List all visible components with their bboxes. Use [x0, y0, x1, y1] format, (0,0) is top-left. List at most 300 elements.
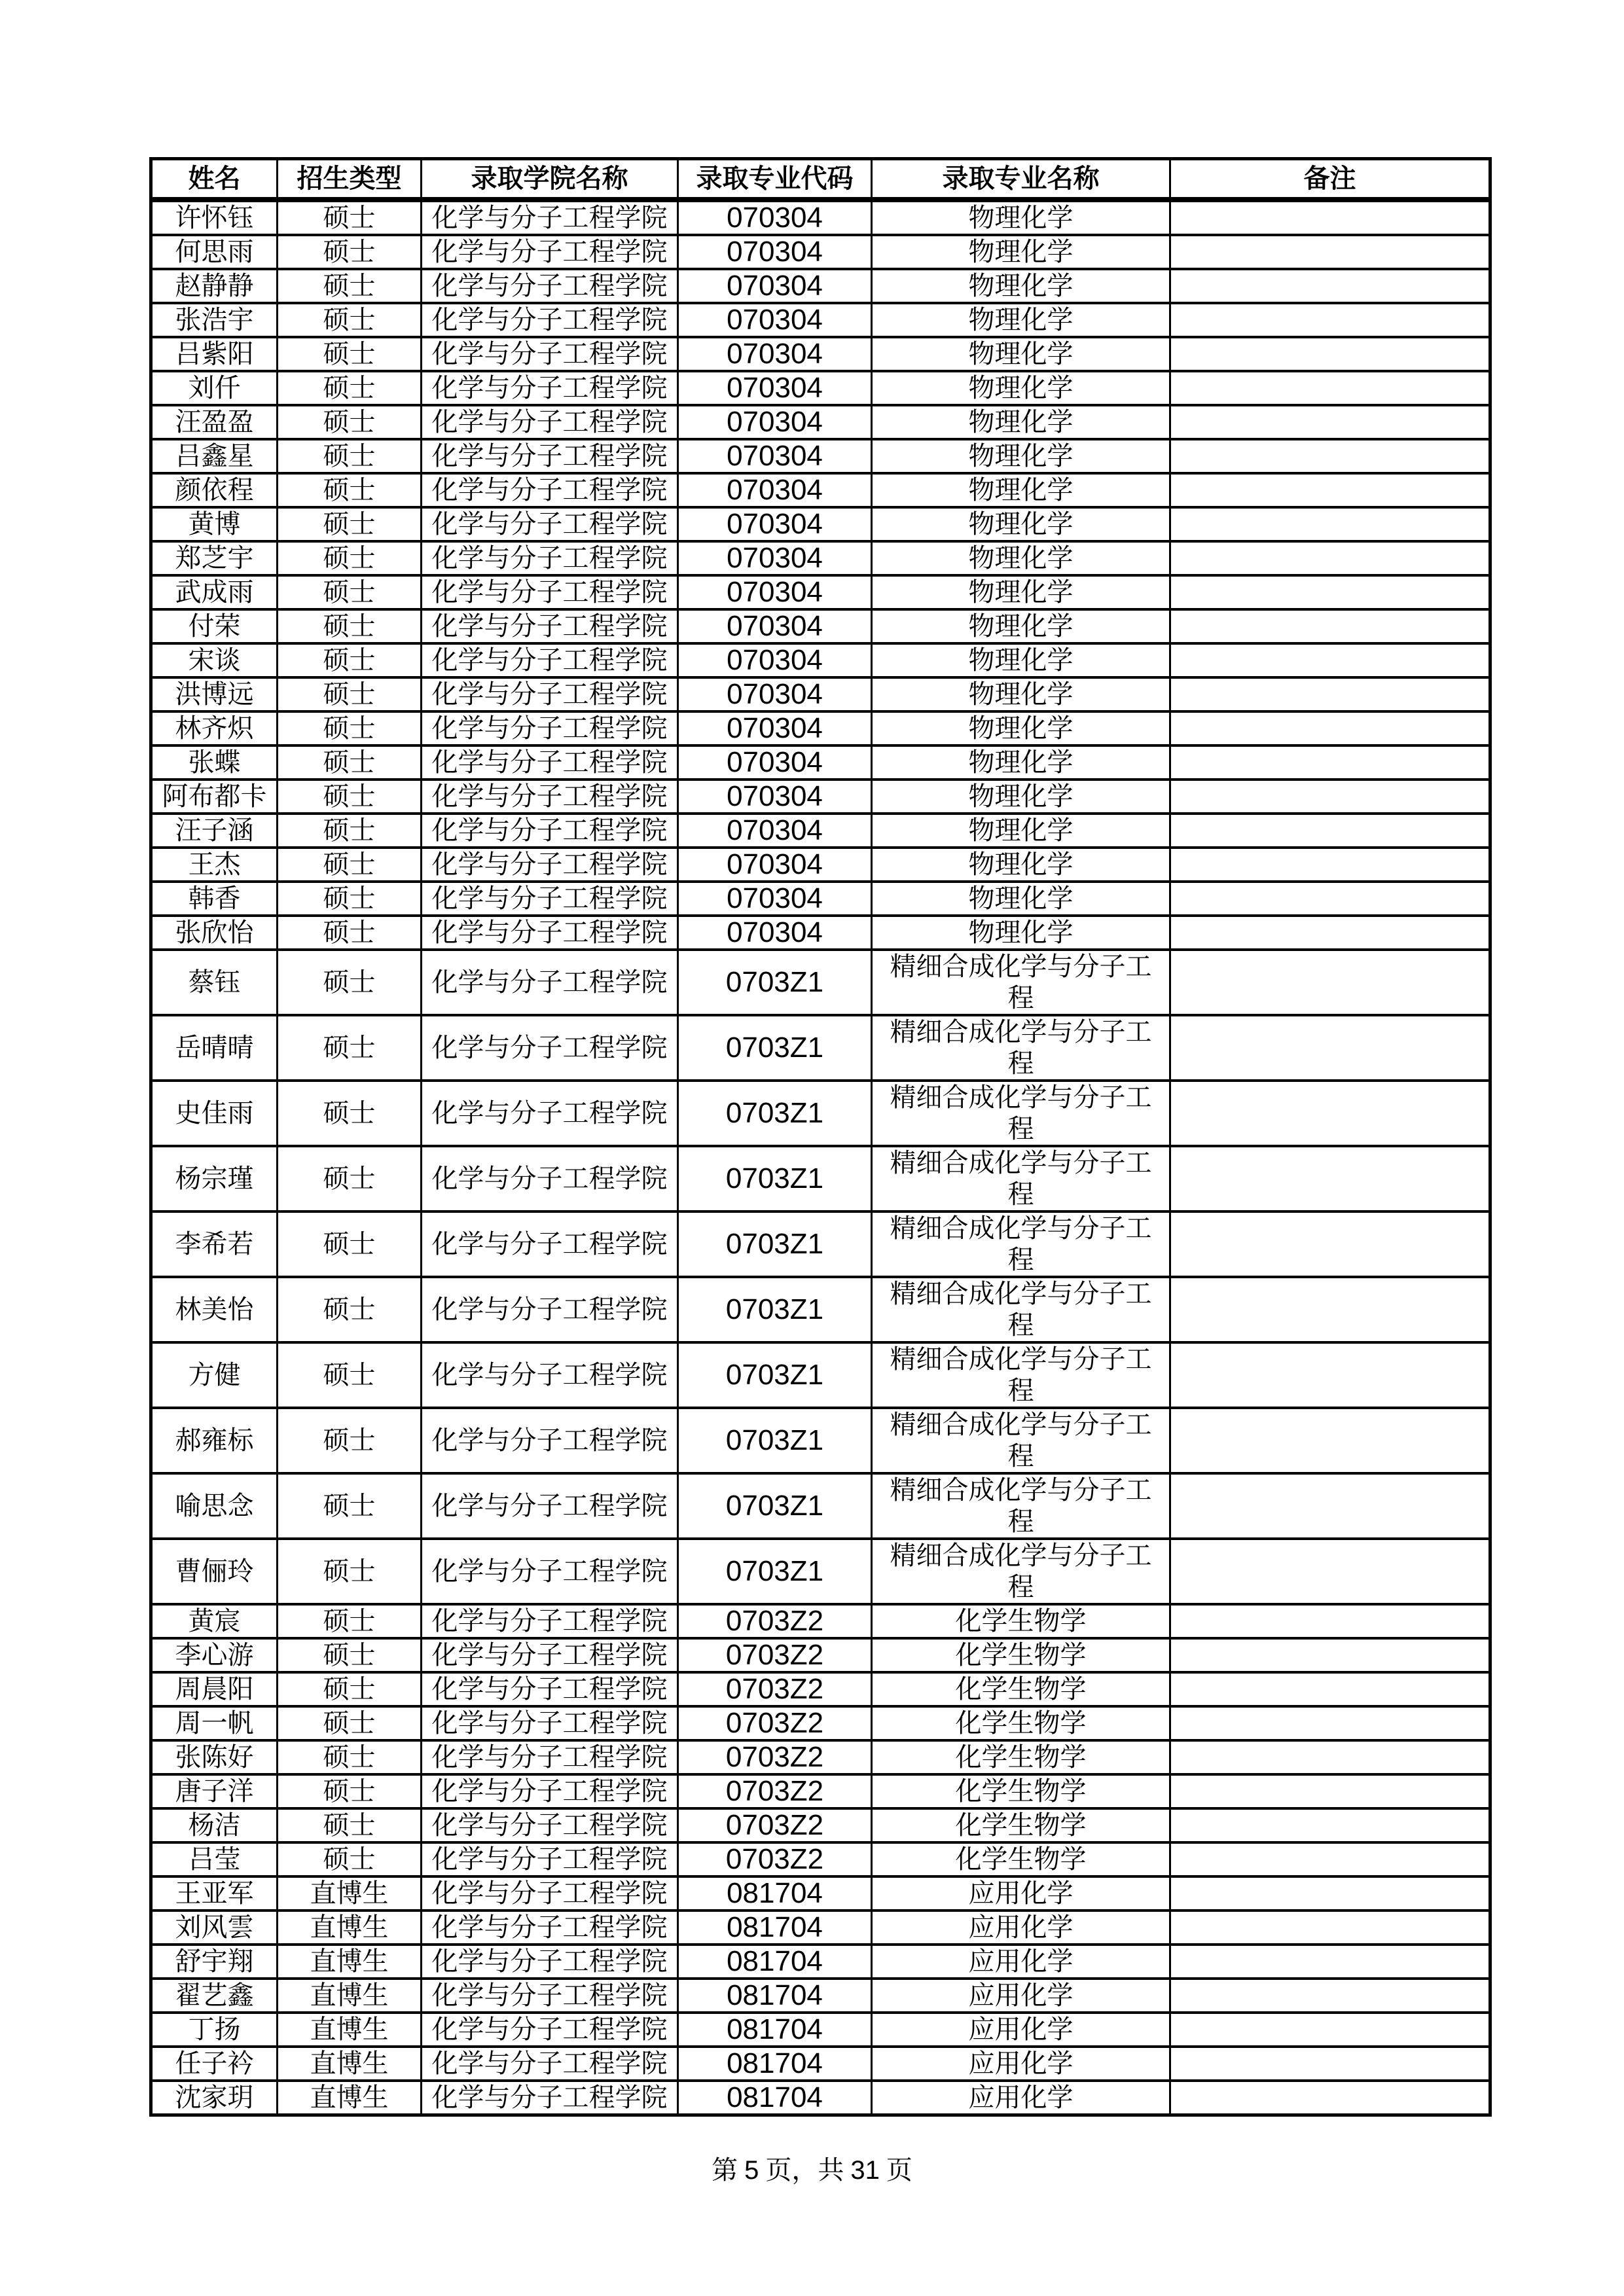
- cell-admission-type: 硕士: [278, 848, 422, 882]
- cell-admission-type: 硕士: [278, 303, 422, 337]
- cell-major-name: 精细合成化学与分子工程: [872, 1081, 1170, 1146]
- cell-student-name: 汪子涵: [151, 814, 278, 848]
- cell-college-name: 化学与分子工程学院: [422, 269, 678, 303]
- cell-admission-type: 硕士: [278, 371, 422, 405]
- footer-prefix: 第: [712, 2155, 738, 2185]
- cell-major-code: 070304: [678, 200, 872, 235]
- cell-major-code: 0703Z2: [678, 1842, 872, 1876]
- cell-college-name: 化学与分子工程学院: [422, 1945, 678, 1979]
- cell-major-code: 0703Z1: [678, 1473, 872, 1539]
- cell-admission-type: 直博生: [278, 1876, 422, 1910]
- table-row: [151, 269, 1490, 303]
- cell-remarks: [1170, 1910, 1490, 1945]
- cell-major-name: 应用化学: [872, 1979, 1170, 2013]
- cell-remarks: [1170, 1740, 1490, 1774]
- cell-major-name: 物理化学: [872, 848, 1170, 882]
- cell-major-name: 化学生物学: [872, 1706, 1170, 1740]
- cell-admission-type: 硕士: [278, 405, 422, 439]
- cell-college-name: 化学与分子工程学院: [422, 1015, 678, 1081]
- cell-student-name: 郑芝宇: [151, 541, 278, 575]
- table-row: [151, 1211, 1490, 1277]
- cell-student-name: 沈家玥: [151, 2081, 278, 2115]
- cell-major-code: 081704: [678, 1979, 872, 2013]
- table-row: [151, 473, 1490, 507]
- cell-major-name: 物理化学: [872, 337, 1170, 371]
- cell-remarks: [1170, 439, 1490, 473]
- cell-major-code: 070304: [678, 882, 872, 916]
- cell-student-name: 赵静静: [151, 269, 278, 303]
- cell-major-code: 0703Z2: [678, 1604, 872, 1638]
- cell-admission-type: 直博生: [278, 2013, 422, 2047]
- table-row: [151, 1910, 1490, 1945]
- cell-college-name: 化学与分子工程学院: [422, 609, 678, 643]
- cell-remarks: [1170, 609, 1490, 643]
- cell-student-name: 张欣怡: [151, 916, 278, 950]
- table-row: [151, 235, 1490, 269]
- footer-page-number: 5: [744, 2156, 759, 2185]
- cell-remarks: [1170, 1945, 1490, 1979]
- cell-remarks: [1170, 575, 1490, 609]
- cell-major-code: 081704: [678, 2081, 872, 2115]
- cell-college-name: 化学与分子工程学院: [422, 541, 678, 575]
- cell-remarks: [1170, 2047, 1490, 2081]
- col-header-admission-type: 招生类型: [278, 159, 422, 200]
- cell-major-name: 应用化学: [872, 2013, 1170, 2047]
- table-row: [151, 2047, 1490, 2081]
- cell-college-name: 化学与分子工程学院: [422, 1081, 678, 1146]
- cell-student-name: 刘风雲: [151, 1910, 278, 1945]
- cell-major-code: 081704: [678, 2047, 872, 2081]
- cell-student-name: 唐子洋: [151, 1774, 278, 1808]
- cell-major-code: 0703Z2: [678, 1706, 872, 1740]
- cell-remarks: [1170, 1473, 1490, 1539]
- cell-major-name: 精细合成化学与分子工程: [872, 950, 1170, 1015]
- cell-admission-type: 硕士: [278, 235, 422, 269]
- cell-college-name: 化学与分子工程学院: [422, 1979, 678, 2013]
- table-row: [151, 780, 1490, 814]
- cell-remarks: [1170, 1342, 1490, 1408]
- cell-admission-type: 硕士: [278, 711, 422, 745]
- cell-major-name: 物理化学: [872, 643, 1170, 677]
- col-header-college: 录取学院名称: [422, 159, 678, 200]
- cell-major-code: 0703Z2: [678, 1638, 872, 1672]
- cell-student-name: 许怀钰: [151, 200, 278, 235]
- table-row: [151, 1342, 1490, 1408]
- cell-student-name: 方健: [151, 1342, 278, 1408]
- table-row: [151, 1979, 1490, 2013]
- cell-college-name: 化学与分子工程学院: [422, 1408, 678, 1473]
- cell-admission-type: 直博生: [278, 1979, 422, 2013]
- cell-student-name: 王亚军: [151, 1876, 278, 1910]
- cell-remarks: [1170, 711, 1490, 745]
- cell-major-code: 0703Z1: [678, 1081, 872, 1146]
- cell-college-name: 化学与分子工程学院: [422, 1808, 678, 1842]
- table-row: [151, 1081, 1490, 1146]
- cell-remarks: [1170, 1211, 1490, 1277]
- cell-admission-type: 硕士: [278, 1277, 422, 1342]
- cell-major-code: 070304: [678, 609, 872, 643]
- cell-student-name: 韩香: [151, 882, 278, 916]
- cell-remarks: [1170, 507, 1490, 541]
- cell-admission-type: 硕士: [278, 882, 422, 916]
- cell-remarks: [1170, 745, 1490, 780]
- table-row: [151, 439, 1490, 473]
- cell-college-name: 化学与分子工程学院: [422, 1638, 678, 1672]
- table-row: [151, 950, 1490, 1015]
- cell-student-name: 丁扬: [151, 2013, 278, 2047]
- cell-college-name: 化学与分子工程学院: [422, 337, 678, 371]
- cell-college-name: 化学与分子工程学院: [422, 1706, 678, 1740]
- cell-student-name: 史佳雨: [151, 1081, 278, 1146]
- cell-student-name: 喻思念: [151, 1473, 278, 1539]
- cell-admission-type: 硕士: [278, 507, 422, 541]
- cell-admission-type: 硕士: [278, 1808, 422, 1842]
- cell-student-name: 张浩宇: [151, 303, 278, 337]
- cell-admission-type: 硕士: [278, 745, 422, 780]
- col-header-major-name: 录取专业名称: [872, 159, 1170, 200]
- cell-college-name: 化学与分子工程学院: [422, 882, 678, 916]
- cell-college-name: 化学与分子工程学院: [422, 848, 678, 882]
- cell-major-name: 化学生物学: [872, 1672, 1170, 1706]
- cell-admission-type: 硕士: [278, 541, 422, 575]
- cell-college-name: 化学与分子工程学院: [422, 1910, 678, 1945]
- cell-major-code: 081704: [678, 1876, 872, 1910]
- cell-student-name: 曹俪玲: [151, 1539, 278, 1604]
- cell-college-name: 化学与分子工程学院: [422, 2013, 678, 2047]
- cell-college-name: 化学与分子工程学院: [422, 200, 678, 235]
- cell-major-code: 081704: [678, 2013, 872, 2047]
- cell-major-name: 物理化学: [872, 507, 1170, 541]
- cell-admission-type: 直博生: [278, 2081, 422, 2115]
- cell-remarks: [1170, 200, 1490, 235]
- cell-major-name: 物理化学: [872, 235, 1170, 269]
- cell-student-name: 阿布都卡: [151, 780, 278, 814]
- cell-major-name: 物理化学: [872, 439, 1170, 473]
- cell-major-code: 070304: [678, 541, 872, 575]
- cell-college-name: 化学与分子工程学院: [422, 950, 678, 1015]
- table-row: [151, 303, 1490, 337]
- cell-student-name: 周晨阳: [151, 1672, 278, 1706]
- table-row: [151, 848, 1490, 882]
- cell-major-code: 070304: [678, 643, 872, 677]
- cell-major-name: 精细合成化学与分子工程: [872, 1146, 1170, 1211]
- cell-student-name: 林齐炽: [151, 711, 278, 745]
- cell-remarks: [1170, 2081, 1490, 2115]
- cell-student-name: 刘仟: [151, 371, 278, 405]
- cell-student-name: 林美怡: [151, 1277, 278, 1342]
- cell-college-name: 化学与分子工程学院: [422, 1774, 678, 1808]
- cell-major-name: 应用化学: [872, 2081, 1170, 2115]
- cell-remarks: [1170, 269, 1490, 303]
- cell-remarks: [1170, 882, 1490, 916]
- cell-college-name: 化学与分子工程学院: [422, 507, 678, 541]
- cell-major-name: 物理化学: [872, 200, 1170, 235]
- cell-remarks: [1170, 1081, 1490, 1146]
- cell-major-code: 081704: [678, 1910, 872, 1945]
- cell-college-name: 化学与分子工程学院: [422, 405, 678, 439]
- col-header-major-code: 录取专业代码: [678, 159, 872, 200]
- cell-major-name: 物理化学: [872, 711, 1170, 745]
- cell-major-code: 0703Z2: [678, 1740, 872, 1774]
- cell-college-name: 化学与分子工程学院: [422, 1740, 678, 1774]
- cell-remarks: [1170, 1015, 1490, 1081]
- cell-major-code: 070304: [678, 269, 872, 303]
- cell-remarks: [1170, 1672, 1490, 1706]
- cell-admission-type: 硕士: [278, 814, 422, 848]
- cell-admission-type: 硕士: [278, 575, 422, 609]
- cell-admission-type: 硕士: [278, 1473, 422, 1539]
- cell-college-name: 化学与分子工程学院: [422, 2081, 678, 2115]
- cell-admission-type: 直博生: [278, 1945, 422, 1979]
- table-row: [151, 1539, 1490, 1604]
- cell-remarks: [1170, 643, 1490, 677]
- cell-major-code: 070304: [678, 439, 872, 473]
- cell-student-name: 杨宗瑾: [151, 1146, 278, 1211]
- cell-major-code: 070304: [678, 337, 872, 371]
- cell-major-name: 应用化学: [872, 1876, 1170, 1910]
- cell-student-name: 吕紫阳: [151, 337, 278, 371]
- cell-student-name: 舒宇翔: [151, 1945, 278, 1979]
- cell-student-name: 张陈好: [151, 1740, 278, 1774]
- cell-major-code: 070304: [678, 507, 872, 541]
- cell-admission-type: 硕士: [278, 1081, 422, 1146]
- cell-major-code: 0703Z1: [678, 1015, 872, 1081]
- cell-remarks: [1170, 1774, 1490, 1808]
- cell-student-name: 吕莹: [151, 1842, 278, 1876]
- cell-major-name: 物理化学: [872, 371, 1170, 405]
- cell-major-code: 0703Z2: [678, 1808, 872, 1842]
- cell-major-name: 物理化学: [872, 882, 1170, 916]
- table-row: [151, 200, 1490, 235]
- footer-total-pages: 31: [850, 2156, 880, 2185]
- cell-student-name: 何思雨: [151, 235, 278, 269]
- cell-major-name: 精细合成化学与分子工程: [872, 1408, 1170, 1473]
- cell-major-name: 应用化学: [872, 2047, 1170, 2081]
- cell-major-code: 070304: [678, 814, 872, 848]
- cell-remarks: [1170, 371, 1490, 405]
- cell-admission-type: 硕士: [278, 1408, 422, 1473]
- cell-college-name: 化学与分子工程学院: [422, 439, 678, 473]
- table-row: [151, 1876, 1490, 1910]
- cell-remarks: [1170, 1539, 1490, 1604]
- table-row: [151, 1146, 1490, 1211]
- cell-admission-type: 直博生: [278, 2047, 422, 2081]
- table-row: [151, 337, 1490, 371]
- cell-admission-type: 硕士: [278, 1604, 422, 1638]
- cell-major-name: 应用化学: [872, 1910, 1170, 1945]
- cell-student-name: 洪博远: [151, 677, 278, 711]
- cell-admission-type: 硕士: [278, 200, 422, 235]
- table-row: [151, 609, 1490, 643]
- cell-student-name: 颜依程: [151, 473, 278, 507]
- cell-admission-type: 硕士: [278, 473, 422, 507]
- cell-college-name: 化学与分子工程学院: [422, 780, 678, 814]
- cell-major-name: 化学生物学: [872, 1604, 1170, 1638]
- cell-admission-type: 硕士: [278, 1774, 422, 1808]
- cell-major-name: 物理化学: [872, 677, 1170, 711]
- cell-student-name: 李心游: [151, 1638, 278, 1672]
- cell-college-name: 化学与分子工程学院: [422, 2047, 678, 2081]
- table-row: [151, 916, 1490, 950]
- cell-college-name: 化学与分子工程学院: [422, 1539, 678, 1604]
- cell-major-code: 070304: [678, 677, 872, 711]
- cell-college-name: 化学与分子工程学院: [422, 1211, 678, 1277]
- cell-major-code: 070304: [678, 916, 872, 950]
- table-row: [151, 2013, 1490, 2047]
- table-row: [151, 677, 1490, 711]
- cell-major-code: 070304: [678, 303, 872, 337]
- cell-major-code: 070304: [678, 473, 872, 507]
- cell-major-code: 070304: [678, 745, 872, 780]
- cell-major-code: 0703Z2: [678, 1774, 872, 1808]
- page-footer: [0, 2155, 1624, 2186]
- cell-college-name: 化学与分子工程学院: [422, 711, 678, 745]
- cell-remarks: [1170, 1277, 1490, 1342]
- cell-major-name: 精细合成化学与分子工程: [872, 1277, 1170, 1342]
- cell-college-name: 化学与分子工程学院: [422, 1672, 678, 1706]
- cell-admission-type: 硕士: [278, 1342, 422, 1408]
- cell-major-code: 070304: [678, 848, 872, 882]
- cell-admission-type: 硕士: [278, 1842, 422, 1876]
- table-row: [151, 2081, 1490, 2115]
- table-body: [151, 200, 1490, 2115]
- table-row: [151, 575, 1490, 609]
- cell-college-name: 化学与分子工程学院: [422, 1876, 678, 1910]
- cell-student-name: 黄宸: [151, 1604, 278, 1638]
- cell-major-code: 070304: [678, 780, 872, 814]
- cell-student-name: 蔡钰: [151, 950, 278, 1015]
- cell-student-name: 任子衿: [151, 2047, 278, 2081]
- cell-admission-type: 硕士: [278, 950, 422, 1015]
- cell-college-name: 化学与分子工程学院: [422, 1146, 678, 1211]
- cell-major-code: 0703Z1: [678, 1408, 872, 1473]
- cell-student-name: 汪盈盈: [151, 405, 278, 439]
- cell-major-name: 物理化学: [872, 575, 1170, 609]
- cell-remarks: [1170, 2013, 1490, 2047]
- footer-separator: 页，共: [765, 2155, 844, 2185]
- cell-remarks: [1170, 1146, 1490, 1211]
- table-row: [151, 1808, 1490, 1842]
- cell-admission-type: 硕士: [278, 1211, 422, 1277]
- cell-remarks: [1170, 1706, 1490, 1740]
- admission-roster-table: [149, 157, 1492, 2117]
- cell-student-name: 杨洁: [151, 1808, 278, 1842]
- cell-major-code: 0703Z2: [678, 1672, 872, 1706]
- cell-major-code: 070304: [678, 371, 872, 405]
- cell-major-name: 精细合成化学与分子工程: [872, 1015, 1170, 1081]
- cell-college-name: 化学与分子工程学院: [422, 1604, 678, 1638]
- cell-student-name: 王杰: [151, 848, 278, 882]
- table-row: [151, 643, 1490, 677]
- cell-remarks: [1170, 405, 1490, 439]
- table-row: [151, 1740, 1490, 1774]
- cell-major-code: 070304: [678, 235, 872, 269]
- table-row: [151, 405, 1490, 439]
- cell-student-name: 宋谈: [151, 643, 278, 677]
- cell-major-name: 物理化学: [872, 269, 1170, 303]
- cell-major-name: 化学生物学: [872, 1740, 1170, 1774]
- cell-student-name: 吕鑫星: [151, 439, 278, 473]
- cell-major-name: 物理化学: [872, 814, 1170, 848]
- cell-college-name: 化学与分子工程学院: [422, 235, 678, 269]
- cell-remarks: [1170, 1638, 1490, 1672]
- footer-suffix: 页: [886, 2155, 912, 2185]
- cell-major-code: 070304: [678, 711, 872, 745]
- cell-college-name: 化学与分子工程学院: [422, 575, 678, 609]
- table-row: [151, 1945, 1490, 1979]
- cell-admission-type: 硕士: [278, 643, 422, 677]
- cell-major-name: 化学生物学: [872, 1638, 1170, 1672]
- cell-major-name: 物理化学: [872, 780, 1170, 814]
- table-row: [151, 1638, 1490, 1672]
- cell-remarks: [1170, 473, 1490, 507]
- cell-remarks: [1170, 1876, 1490, 1910]
- cell-admission-type: 硕士: [278, 1146, 422, 1211]
- table-row: [151, 1842, 1490, 1876]
- cell-major-name: 精细合成化学与分子工程: [872, 1211, 1170, 1277]
- cell-major-name: 精细合成化学与分子工程: [872, 1342, 1170, 1408]
- cell-student-name: 武成雨: [151, 575, 278, 609]
- table-row: [151, 1774, 1490, 1808]
- cell-remarks: [1170, 541, 1490, 575]
- cell-major-name: 物理化学: [872, 303, 1170, 337]
- table-row: [151, 1277, 1490, 1342]
- cell-college-name: 化学与分子工程学院: [422, 1342, 678, 1408]
- table-row: [151, 1706, 1490, 1740]
- cell-admission-type: 硕士: [278, 1539, 422, 1604]
- cell-admission-type: 硕士: [278, 916, 422, 950]
- col-header-remarks: 备注: [1170, 159, 1490, 200]
- cell-student-name: 李希若: [151, 1211, 278, 1277]
- cell-major-code: 081704: [678, 1945, 872, 1979]
- cell-student-name: 翟艺鑫: [151, 1979, 278, 2013]
- cell-admission-type: 硕士: [278, 269, 422, 303]
- cell-student-name: 黄博: [151, 507, 278, 541]
- cell-college-name: 化学与分子工程学院: [422, 1473, 678, 1539]
- cell-major-name: 应用化学: [872, 1945, 1170, 1979]
- cell-admission-type: 硕士: [278, 780, 422, 814]
- cell-major-name: 物理化学: [872, 609, 1170, 643]
- cell-remarks: [1170, 848, 1490, 882]
- cell-major-name: 化学生物学: [872, 1842, 1170, 1876]
- cell-major-code: 070304: [678, 405, 872, 439]
- cell-student-name: 张蝶: [151, 745, 278, 780]
- table-row: [151, 711, 1490, 745]
- cell-major-code: 0703Z1: [678, 1146, 872, 1211]
- cell-college-name: 化学与分子工程学院: [422, 643, 678, 677]
- cell-student-name: 郝雍标: [151, 1408, 278, 1473]
- cell-major-name: 物理化学: [872, 541, 1170, 575]
- cell-college-name: 化学与分子工程学院: [422, 1277, 678, 1342]
- cell-remarks: [1170, 303, 1490, 337]
- cell-remarks: [1170, 950, 1490, 1015]
- table-row: [151, 1015, 1490, 1081]
- table-row: [151, 1408, 1490, 1473]
- cell-remarks: [1170, 780, 1490, 814]
- cell-major-name: 化学生物学: [872, 1774, 1170, 1808]
- table-row: [151, 371, 1490, 405]
- cell-remarks: [1170, 1408, 1490, 1473]
- cell-college-name: 化学与分子工程学院: [422, 371, 678, 405]
- cell-remarks: [1170, 1604, 1490, 1638]
- cell-admission-type: 硕士: [278, 1638, 422, 1672]
- cell-admission-type: 硕士: [278, 609, 422, 643]
- table-row: [151, 1473, 1490, 1539]
- cell-remarks: [1170, 1808, 1490, 1842]
- cell-admission-type: 硕士: [278, 1672, 422, 1706]
- table-row: [151, 1604, 1490, 1638]
- cell-major-name: 物理化学: [872, 473, 1170, 507]
